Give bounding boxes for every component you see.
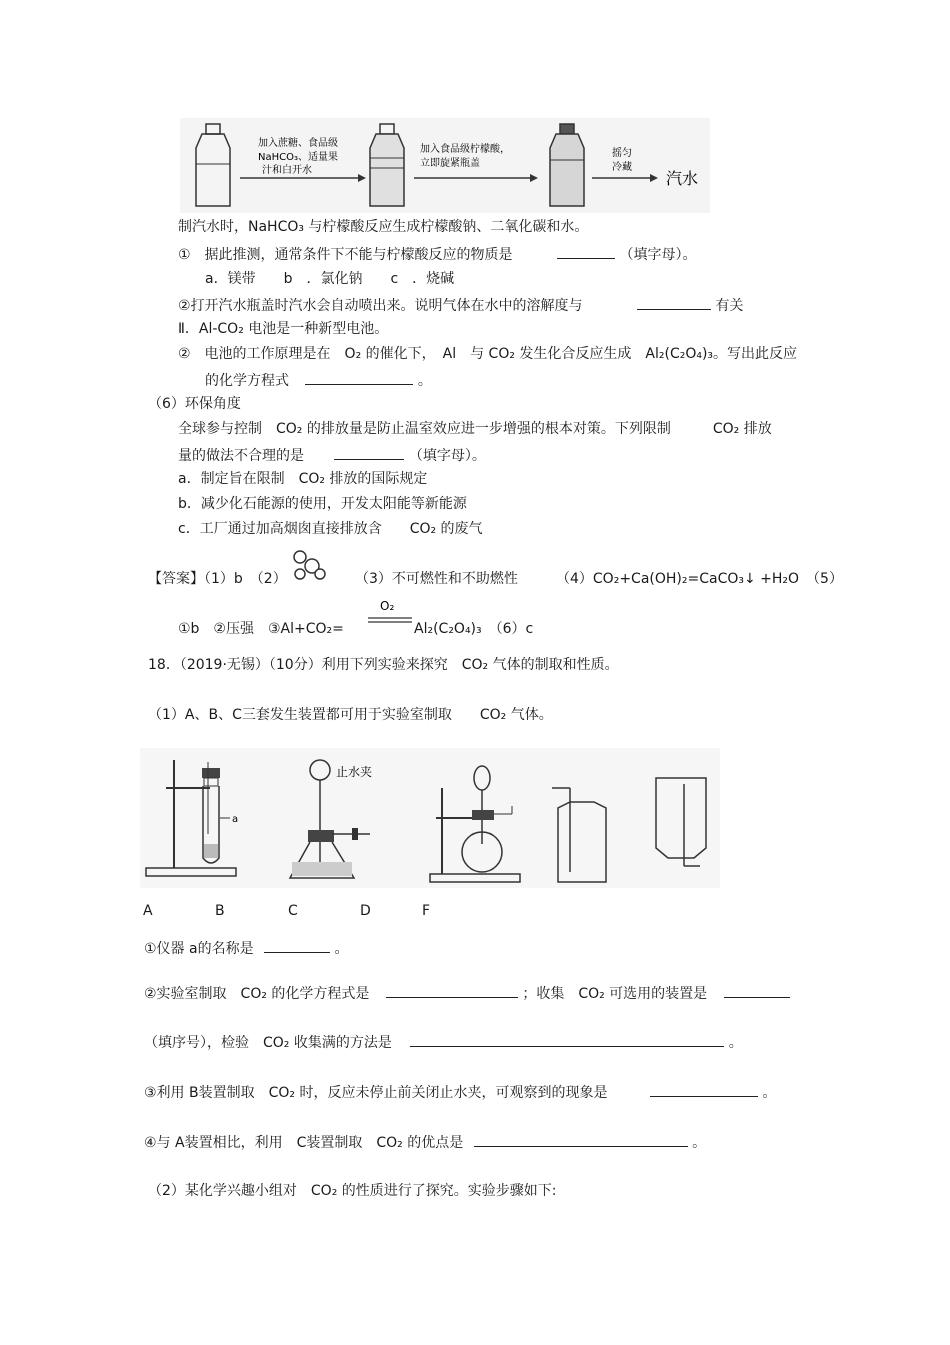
sub-q4-suffix: 。 xyxy=(692,1135,707,1151)
condition-o2: O₂ xyxy=(380,599,395,613)
line-7 xyxy=(205,370,432,390)
answer-blank[interactable] xyxy=(386,983,518,998)
line-2 xyxy=(178,244,696,264)
answer-blank[interactable] xyxy=(474,1132,688,1147)
label-D: D xyxy=(360,903,371,919)
flow-step2-line2: 立即旋紧瓶盖 xyxy=(420,158,480,169)
sub-question-1 xyxy=(144,938,349,958)
answer-blank[interactable] xyxy=(334,445,404,460)
sub-question-4 xyxy=(144,1132,706,1152)
sub-question-2 xyxy=(144,983,790,1003)
molecule-icon xyxy=(288,548,328,582)
line-10 xyxy=(178,445,486,465)
line-1: 制汽水时，NaHCO₃ 与柠檬酸反应生成柠檬酸钠、二氧化碳和水。 xyxy=(178,219,589,235)
line-11: a．制定旨在限制 CO₂ 排放的国际规定 xyxy=(178,471,428,487)
sub-q4-text: ④与 A装置相比，利用 C装置制取 CO₂ 的优点是 xyxy=(144,1135,464,1151)
answer-line-2b: Al₂(C₂O₄)₃ （6）c xyxy=(414,621,534,637)
answer-line-1 xyxy=(148,570,287,588)
label-a: a xyxy=(232,814,239,825)
answer-line-2: ①b ②压强 ③Al+CO₂= xyxy=(178,621,344,637)
sub-q1-suffix: 。 xyxy=(334,941,349,957)
soda-process-diagram xyxy=(180,118,710,213)
line-5: Ⅱ．Al-CO₂ 电池是一种新型电池。 xyxy=(178,321,389,337)
line-9: 全球参与控制 CO₂ 的排放量是防止温室效应进一步增强的根本对策。下列限制 CO₂ 排放 xyxy=(178,421,772,437)
flow-step1-line2: NaHCO₃、适量果 xyxy=(258,152,338,163)
answer-blank[interactable] xyxy=(264,938,330,953)
q-equation-suffix: 。 xyxy=(417,373,432,389)
answer-part-2: （3）不可燃性和不助燃性 xyxy=(355,571,518,587)
reaction-condition-arrow xyxy=(368,598,414,628)
answer-blank[interactable] xyxy=(637,295,711,310)
q-citric-acid: ① 据此推测，通常条件下不能与柠檬酸反应的物质是 xyxy=(178,247,513,263)
bottle-sealed-icon xyxy=(550,124,584,206)
question-18-part-1: （1）A、B、C三套发生装置都可用于实验室制取 CO₂ 气体。 xyxy=(148,707,553,723)
label-A: A xyxy=(143,903,153,919)
answer-part-3: （4）CO₂+Ca(OH)₂=CaCO₃↓ +H₂O （5） xyxy=(556,571,843,587)
q-citric-acid-suffix: （填字母）。 xyxy=(619,247,697,263)
question-18-title: 18．（2019·无锡）（10分）利用下列实验来探究 CO₂ 气体的制取和性质。 xyxy=(148,657,619,673)
flow-step1-line3: 汁和白开水 xyxy=(262,165,312,176)
flow-step2-line1: 加入食品级柠檬酸， xyxy=(420,144,510,155)
sub-q2b-suffix: 。 xyxy=(728,1035,743,1051)
sub-q2-text-2: ；收集 CO₂ 可选用的装置是 xyxy=(522,986,708,1002)
answer-blank[interactable] xyxy=(410,1032,724,1047)
q-solubility: ②打开汽水瓶盖时汽水会自动喷出来。说明气体在水中的溶解度与 xyxy=(178,298,583,314)
sub-question-2b xyxy=(144,1032,743,1052)
q-unreasonable-suffix: （填字母）。 xyxy=(408,448,486,464)
label-B: B xyxy=(215,903,225,919)
flow-step1-line1: 加入蔗糖、食品级 xyxy=(258,138,338,149)
apparatus-figure xyxy=(140,748,720,888)
flow-step3-line1: 摇匀 xyxy=(612,148,632,159)
flow-step3-line2: 冷藏 xyxy=(612,162,632,173)
bottle-filled-icon xyxy=(370,124,404,206)
q-solubility-suffix: 有关 xyxy=(715,298,744,314)
answer-blank[interactable] xyxy=(557,244,615,259)
sub-q3-suffix: 。 xyxy=(762,1085,777,1101)
line-6: ② 电池的工作原理是在 O₂ 的催化下， Al 与 CO₂ 发生化合反应生成 Al₂(C₂O₄)₃。写出此反应 xyxy=(178,346,798,362)
answer-part-1: 【答案】（1）b （2） xyxy=(148,571,287,587)
flow-product: 汽水 xyxy=(666,169,699,188)
answer-blank[interactable] xyxy=(724,983,790,998)
answer-blank[interactable] xyxy=(305,370,413,385)
sub-question-3 xyxy=(144,1082,776,1102)
sub-q3-text: ③利用 B装置制取 CO₂ 时，反应未停止前关闭止水夹，可观察到的现象是 xyxy=(144,1085,608,1101)
line-4 xyxy=(178,295,743,315)
label-C: C xyxy=(288,903,298,919)
line-12: b．减少化石能源的使用，开发太阳能等新能源 xyxy=(178,496,467,512)
sub-q2b-text: （填序号），检验 CO₂ 收集满的方法是 xyxy=(144,1035,392,1051)
sub-q1-text: ①仪器 a的名称是 xyxy=(144,941,254,957)
question-18-part-2: （2）某化学兴趣小组对 CO₂ 的性质进行了探究。实验步骤如下: xyxy=(148,1183,557,1199)
line-13: c．工厂通过加高烟囱直接排放含 CO₂ 的废气 xyxy=(178,521,483,537)
label-F: F xyxy=(422,903,431,919)
line-8: （6）环保角度 xyxy=(148,396,241,412)
label-clamp: 止水夹 xyxy=(336,765,373,779)
answer-blank[interactable] xyxy=(650,1082,758,1097)
sub-q2-text: ②实验室制取 CO₂ 的化学方程式是 xyxy=(144,986,370,1002)
q-equation: 的化学方程式 xyxy=(205,373,289,389)
q-unreasonable: 量的做法不合理的是 xyxy=(178,448,304,464)
line-3: a．镁带 b ．氯化钠 c ．烧碱 xyxy=(205,271,455,287)
